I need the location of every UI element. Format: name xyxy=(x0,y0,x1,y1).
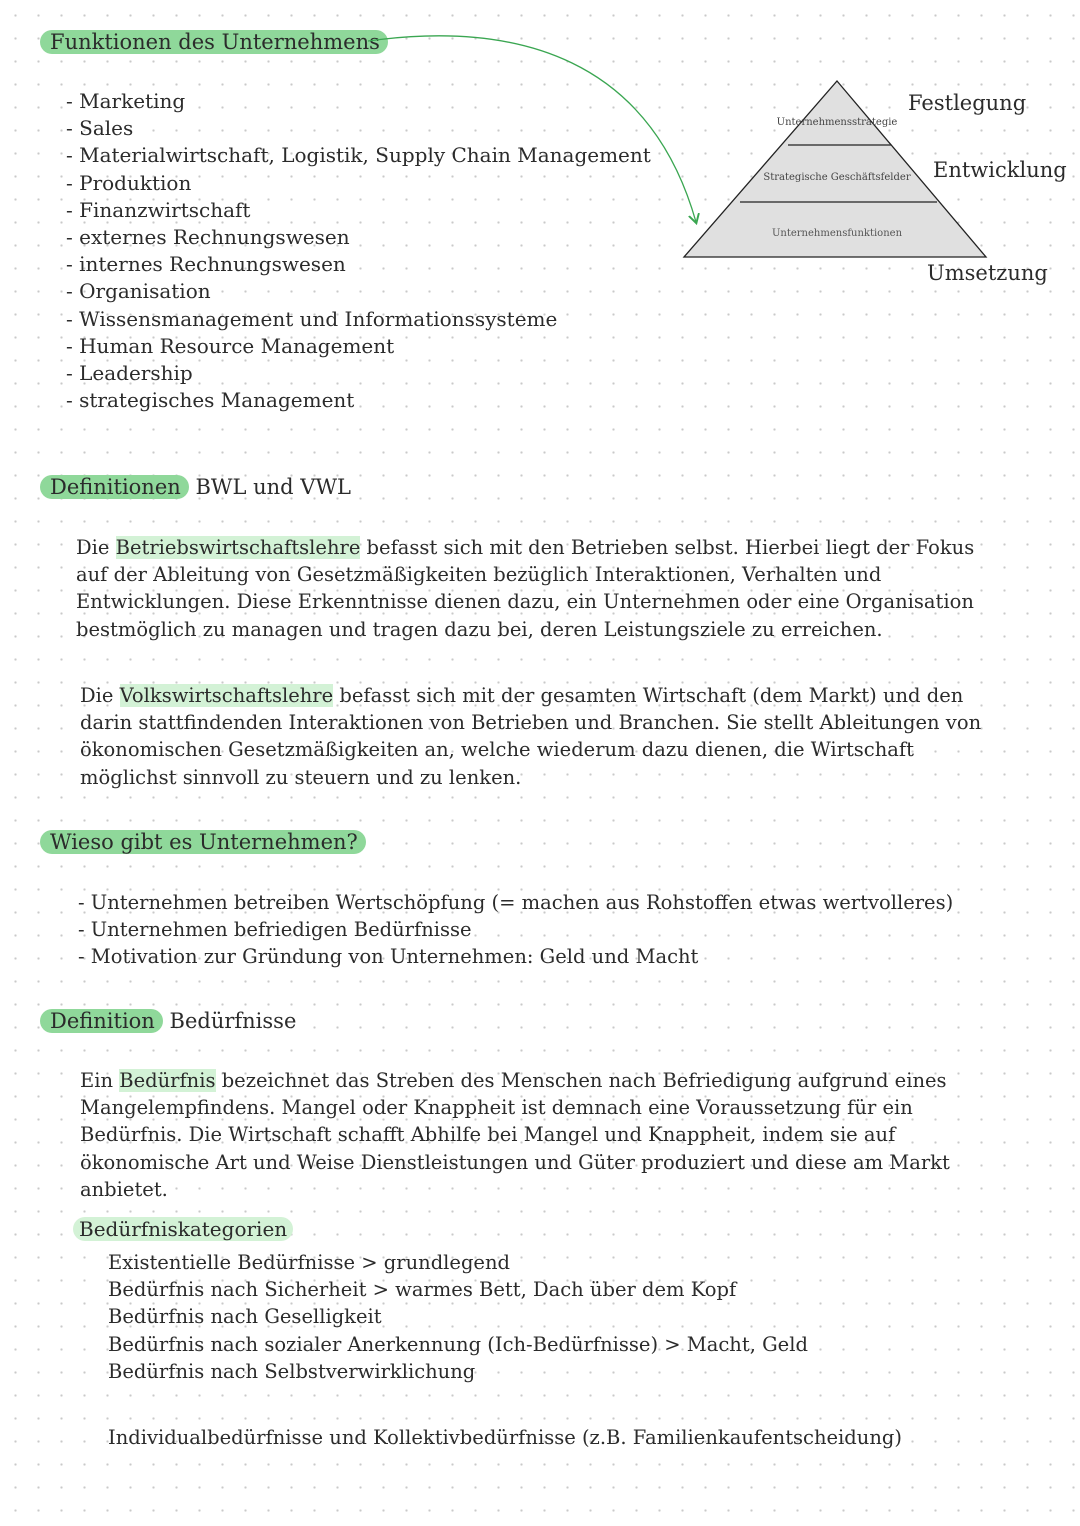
vwl-term: Volkswirtschaftslehre xyxy=(119,684,334,707)
vwl-paragraph xyxy=(80,682,990,791)
section-title-definitions xyxy=(40,473,351,501)
list-item: Bedürfnis nach Geselligkeit xyxy=(108,1305,382,1329)
list-item: Bedürfnis nach Selbstverwirklichung xyxy=(108,1359,476,1383)
list-item: - Finanzwirtschaft xyxy=(66,197,251,222)
list-item: - Produktion xyxy=(66,170,192,195)
vwl-text: befasst sich mit der gesamten Wirtschaft (dem Markt) und den darin stattfindenden Interaktionen von Betrieben und Branchen. Sie stellt Ableitungen von ökonomischen Gesetzmäßigkeiten an, welche wiederum dazu dienen, die Wirtschaft möglichst sinnvoll zu steuern und zu lenken. xyxy=(80,684,982,789)
needs-term: Bedürfnis xyxy=(119,1069,216,1092)
list-item: - strategisches Management xyxy=(66,388,355,413)
functions-title-pill: Funktionen des Unternehmens xyxy=(40,30,388,54)
needs-categories-title xyxy=(73,1216,293,1243)
arrow-curve xyxy=(368,36,696,222)
pyramid-label-entwicklung: Entwicklung xyxy=(933,158,1067,182)
list-item: - Materialwirtschaft, Logistik, Supply Chain Management xyxy=(66,143,651,168)
list-item: Existentielle Bedürfnisse > grundlegend xyxy=(108,1251,511,1274)
list-item: - Unternehmen befriedigen Bedürfnisse xyxy=(78,918,472,942)
pyramid-label-festlegung: Festlegung xyxy=(908,91,1027,115)
bwl-text: befasst sich mit den Betrieben selbst. Hierbei liegt der Fokus auf der Ableitung von Gesetzmäßigkeiten bezüglich Interaktionen, Verhalten und Entwicklungen. Diese Erkenntnisse dienen dazu, ein Unternehmen oder eine Organisation bestmöglich zu managen und tragen dazu bei, deren Leistungsziele zu erreichen. xyxy=(76,536,975,641)
bwl-term: Betriebswirtschaftslehre xyxy=(115,536,361,559)
list-item: - externes Rechnungswesen xyxy=(66,225,350,250)
list-item: - internes Rechnungswesen xyxy=(66,252,346,277)
needs-paragraph xyxy=(80,1067,1000,1203)
list-item: - Organisation xyxy=(66,279,211,304)
needs-footer: Individualbedürfnisse und Kollektivbedürfnisse (z.B. Familienkaufentscheidung) xyxy=(108,1426,902,1449)
why-title-pill: Wieso gibt es Unternehmen? xyxy=(40,830,366,854)
list-item: - Unternehmen betreiben Wertschöpfung (= machen aus Rohstoffen etwas wertvolleres) xyxy=(78,891,954,914)
list-item: - Leadership xyxy=(66,361,193,386)
pyramid-label-umsetzung: Umsetzung xyxy=(927,261,1048,285)
definitions-title-pill: Definitionen xyxy=(40,475,189,499)
list-item: - Wissensmanagement und Informationssysteme xyxy=(66,306,558,331)
section-title-needs xyxy=(40,1007,296,1035)
list-item: - Marketing xyxy=(66,89,186,113)
vwl-before: Die xyxy=(80,684,120,707)
pyramid-level-top: Unternehmensstrategie xyxy=(776,117,898,128)
list-item: - Motivation zur Gründung von Unternehmen: Geld und Macht xyxy=(78,945,699,969)
categories-title-pill: Bedürfniskategorien xyxy=(73,1217,293,1241)
bwl-before: Die xyxy=(76,536,116,559)
needs-title-pill: Definition xyxy=(40,1009,163,1033)
list-item: - Sales xyxy=(66,116,134,141)
pyramid-level-bottom: Unternehmensfunktionen xyxy=(771,228,903,239)
definitions-title-rest: BWL und VWL xyxy=(188,475,351,499)
list-item: Bedürfnis nach sozialer Anerkennung (Ich-Bedürfnisse) > Macht, Geld xyxy=(108,1332,808,1356)
needs-title-rest: Bedürfnisse xyxy=(162,1009,297,1033)
needs-categories-list xyxy=(108,1249,808,1385)
section-title-why xyxy=(40,828,366,856)
list-item: - Human Resource Management xyxy=(66,333,395,358)
list-item: Bedürfnis nach Sicherheit > warmes Bett, Dach über dem Kopf xyxy=(108,1278,737,1302)
pyramid-level-middle: Strategische Geschäftsfelder xyxy=(763,172,911,183)
why-list xyxy=(78,889,953,971)
needs-text: bezeichnet das Streben des Menschen nach Befriedigung aufgrund eines Mangelempfindens. Mangel oder Knappheit ist demnach eine Voraussetzung für ein Bedürfnis. Die Wirtschaft schafft Abhilfe bei Mangel und Knappheit, indem sie auf ökonomische Art und Weise Dienstleistungen und Güter produziert und diese am Markt anbietet. xyxy=(80,1069,950,1201)
needs-before: Ein xyxy=(80,1069,120,1092)
bwl-paragraph xyxy=(76,534,976,643)
